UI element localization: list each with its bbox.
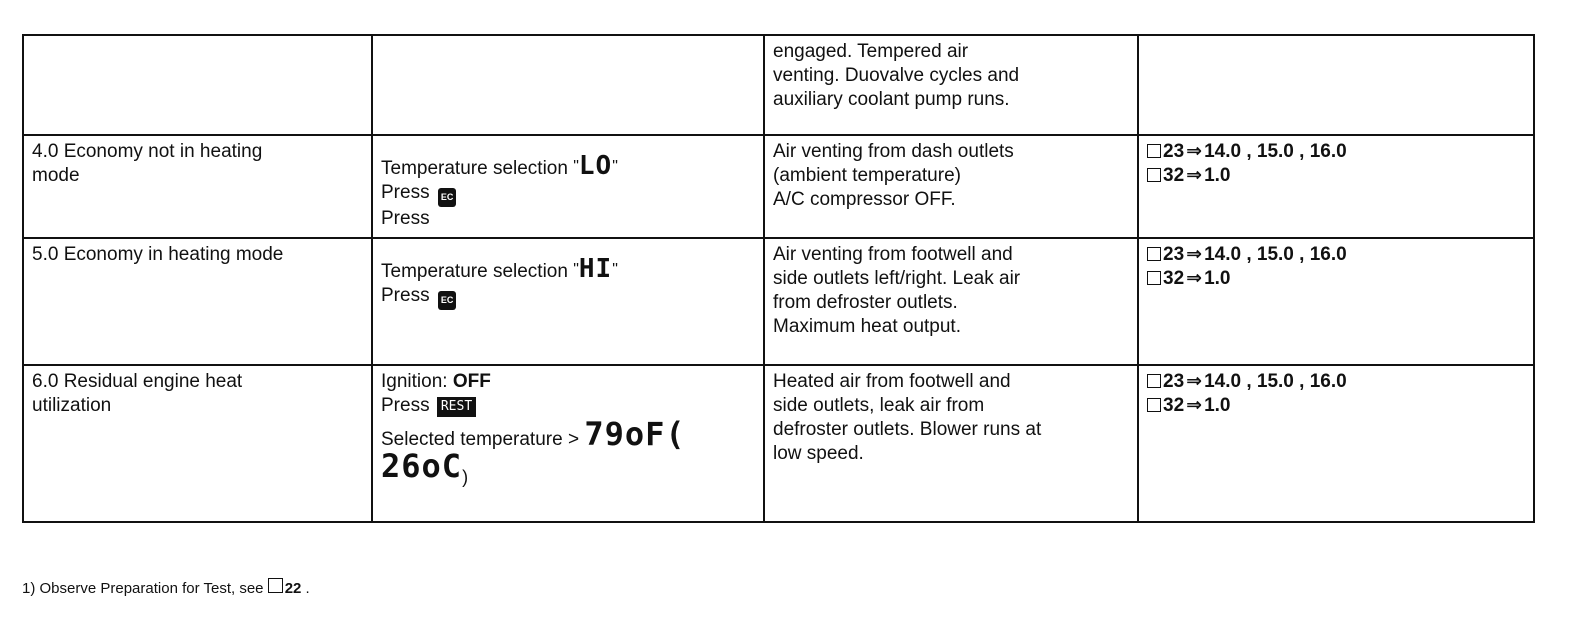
page-ref-icon <box>1147 247 1161 261</box>
page-ref-icon <box>268 578 283 593</box>
economy-button-icon: EC <box>438 291 457 310</box>
procedure-cell <box>372 35 764 135</box>
test-step-cell: 6.0 Residual engine heat utilization <box>23 365 372 522</box>
page-ref-icon <box>1147 374 1161 388</box>
result-cell: Air venting from footwell and side outlets left/right. Leak air from defroster outlets. Maximum heat output. <box>764 238 1138 365</box>
rest-button-icon: REST <box>437 397 476 417</box>
lcd-display-lo: LO <box>578 151 613 181</box>
table-row <box>23 238 1534 365</box>
page-ref-icon <box>1147 168 1161 182</box>
reference-cell: 23 ⇒ 14.0 , 15.0 , 16.0 32 ⇒ 1.0 <box>1138 365 1534 522</box>
table-row <box>23 135 1534 238</box>
test-procedure-table <box>22 34 1535 523</box>
test-step-cell <box>23 35 372 135</box>
footnote: 1) Observe Preparation for Test, see 22 . <box>22 580 310 597</box>
page-ref-icon <box>1147 144 1161 158</box>
lcd-display-hi: HI <box>578 254 613 284</box>
result-cell: Heated air from footwell and side outlets, leak air from defroster outlets. Blower runs at low speed. <box>764 365 1138 522</box>
result-cell: engaged. Tempered air venting. Duovalve cycles and auxiliary coolant pump runs. <box>764 35 1138 135</box>
reference-cell: 23 ⇒ 14.0 , 15.0 , 16.0 32 ⇒ 1.0 <box>1138 135 1534 238</box>
table-row <box>23 35 1534 135</box>
page-ref-icon <box>1147 398 1161 412</box>
procedure-cell: Temperature selection "HI" Press EC <box>372 238 764 365</box>
lcd-temp-celsius: 26oC <box>381 447 463 485</box>
result-cell: Air venting from dash outlets (ambient temperature) A/C compressor OFF. <box>764 135 1138 238</box>
procedure-cell: Temperature selection "LO" Press EC Press <box>372 135 764 238</box>
test-step-cell: 5.0 Economy in heating mode <box>23 238 372 365</box>
page-ref-icon <box>1147 271 1161 285</box>
procedure-cell: Ignition: OFF Press REST Selected temperature > 79oF( 26oC) <box>372 365 764 522</box>
test-step-cell: 4.0 Economy not in heating mode <box>23 135 372 238</box>
table-row <box>23 365 1534 522</box>
economy-button-icon: EC <box>438 188 457 207</box>
lcd-temp-fahrenheit: 79oF( <box>584 415 686 453</box>
reference-cell: 23 ⇒ 14.0 , 15.0 , 16.0 32 ⇒ 1.0 <box>1138 238 1534 365</box>
reference-cell <box>1138 35 1534 135</box>
